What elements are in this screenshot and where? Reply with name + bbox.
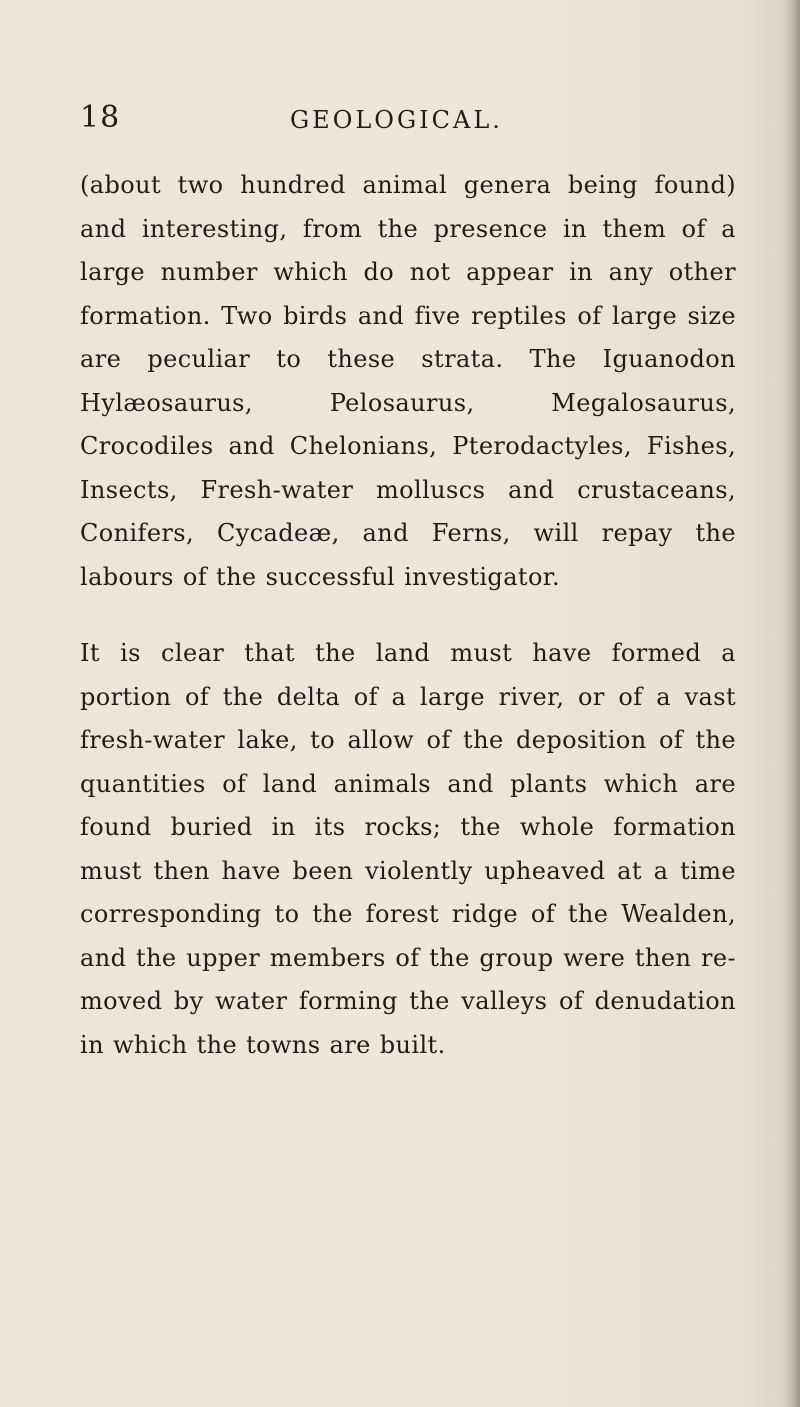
page-edge-shadow: [782, 0, 800, 1407]
body-text: [80, 164, 736, 1067]
page-header: [80, 100, 750, 140]
paragraph-2: It is clear that the land must have formed a portion of the delta of a large river, or of a vast fresh-water lake, to allow of the deposition of the quantities of land animals and plants which are found buried in its rocks; the whole formation must then have been violently upheaved at a time corresponding to the forest ridge of the Wealden, and the upper members of the group were then re-moved by water forming the valleys of denudation in which the towns are built.: [80, 639, 736, 1059]
paragraph-1: (about two hundred animal genera being found) and interesting, from the presence in them of a large number which do not appear in any other formation. Two birds and five reptiles of large size are peculiar to these strata. The Iguanodon Hylæosaurus, Pelosaurus, Megalosaurus, Crocodiles and Chelonians, Pterodactyles, Fishes, Insects, Fresh-water molluscs and crustaceans, Conifers, Cycadeæ, and Ferns, will repay the labours of the successful investigator.: [80, 171, 736, 591]
running-head: GEOLOGICAL.: [290, 106, 503, 134]
page-number: 18: [80, 100, 121, 135]
